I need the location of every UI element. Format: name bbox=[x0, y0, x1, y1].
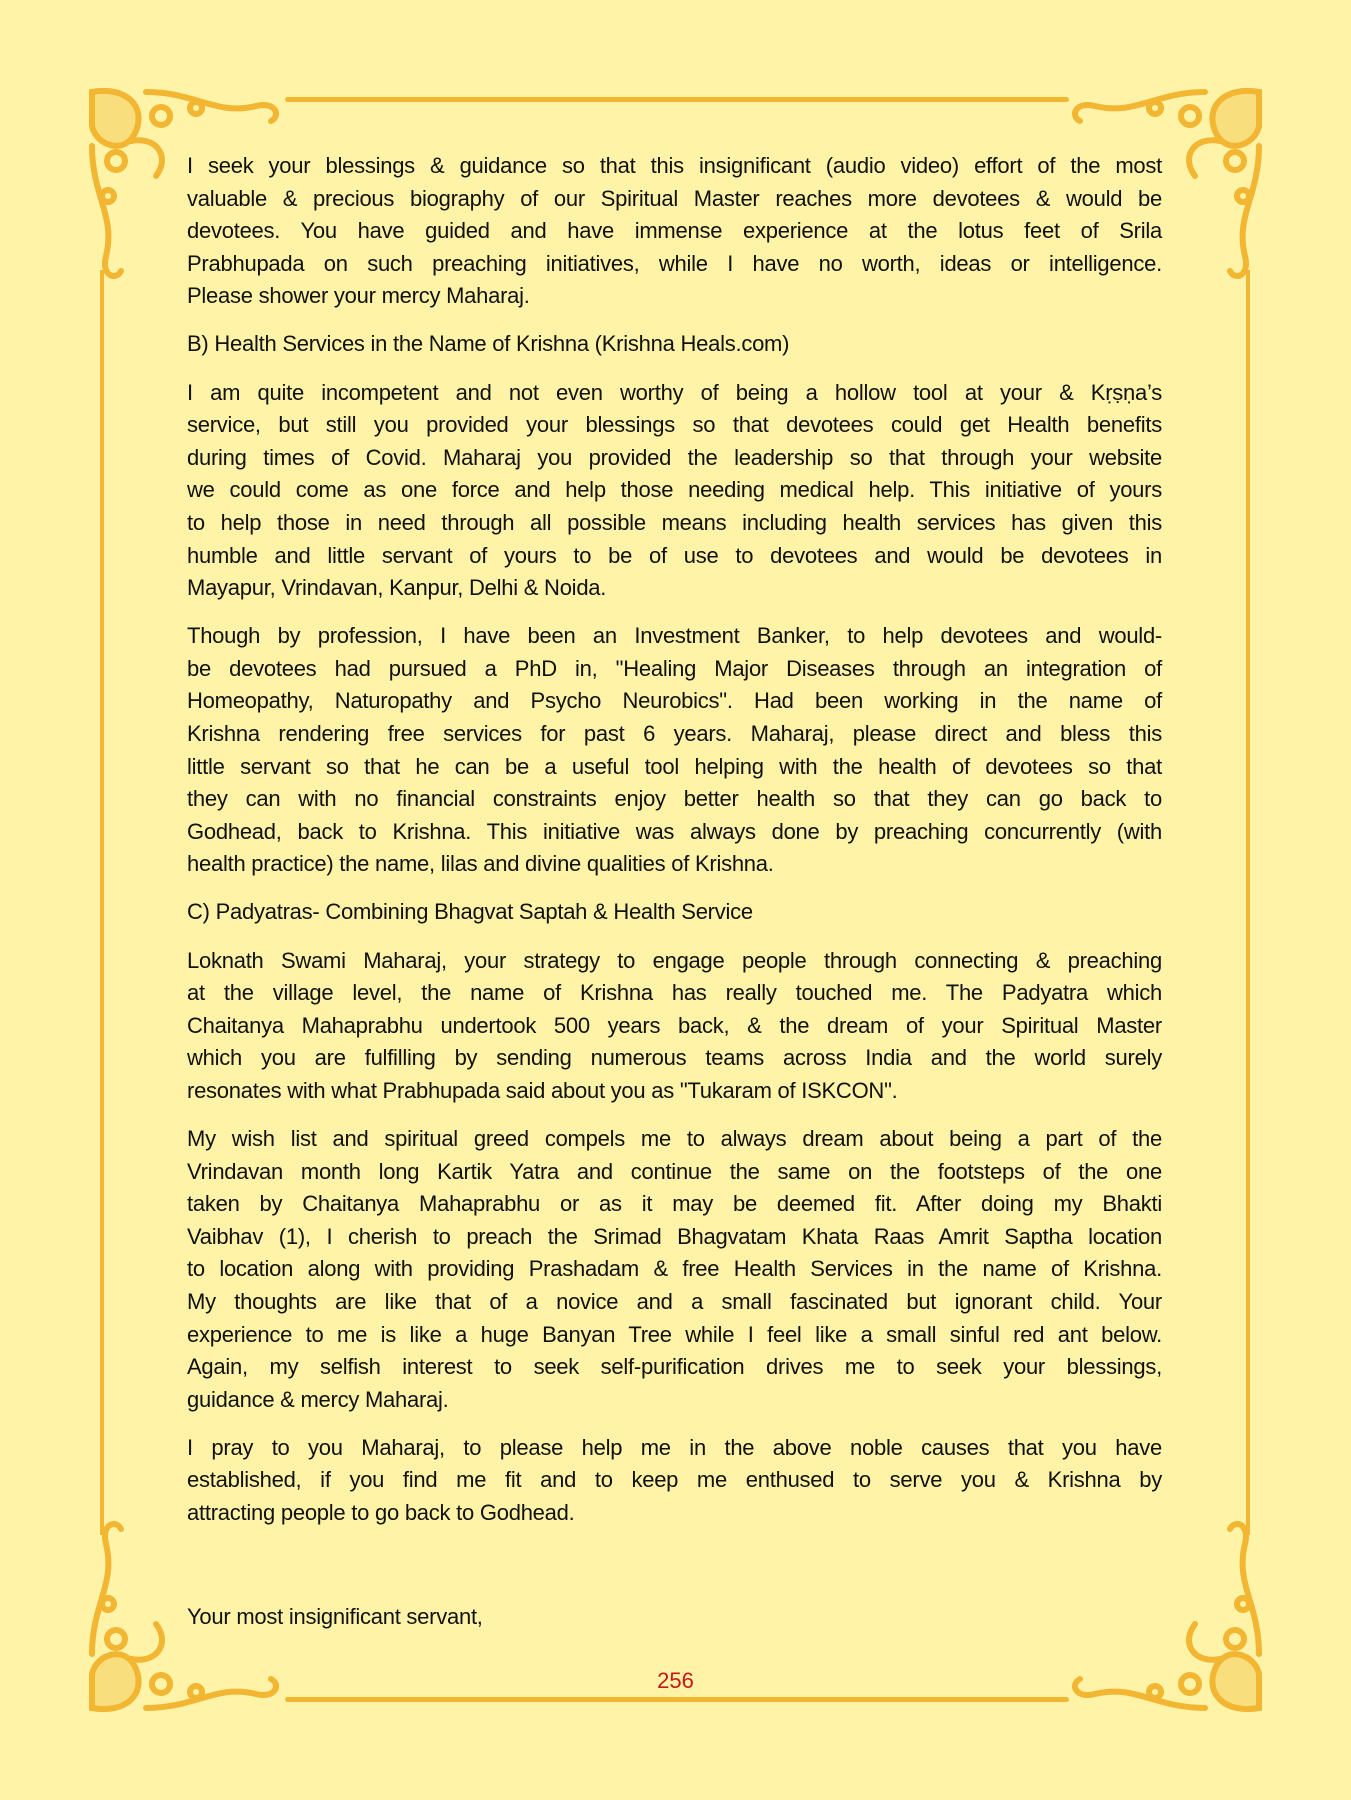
text-line: be devotees had pursued a PhD in, "Healing Major Diseases through an integration of bbox=[187, 655, 1162, 681]
text-line: Prabhupada on such preaching initiatives, while I have no worth, ideas or intelligence. bbox=[187, 250, 1162, 276]
text-line: Mayapur, Vrindavan, Kanpur, Delhi & Noida. bbox=[187, 575, 607, 601]
text-line: B) Health Services in the Name of Krishna (Krishna Heals.com) bbox=[187, 331, 790, 357]
border-top-line bbox=[285, 97, 1069, 102]
text-line: My wish list and spiritual greed compels me to always dream about being a part of the bbox=[187, 1126, 1162, 1152]
paragraph bbox=[187, 1123, 1162, 1416]
text-line: Homeopathy, Naturopathy and Psycho Neurobics". Had been working in the name of bbox=[187, 688, 1162, 714]
paragraph bbox=[187, 945, 1162, 1108]
text-line: My thoughts are like that of a novice and a small fascinated but ignorant child. Your bbox=[187, 1289, 1162, 1314]
paragraph bbox=[187, 150, 1162, 313]
text-line: Please shower your mercy Maharaj. bbox=[187, 283, 530, 309]
border-left-line bbox=[100, 270, 104, 1535]
text-line: Though by profession, I have been an Investment Banker, to help devotees and would- bbox=[187, 623, 1162, 649]
text-line: devotees. You have guided and have immense experience at the lotus feet of Srila bbox=[187, 218, 1162, 244]
text-line: guidance & mercy Maharaj. bbox=[187, 1386, 449, 1412]
section-heading bbox=[187, 328, 1162, 361]
page-number: 256 bbox=[657, 1668, 694, 1693]
text-line: Vrindavan month long Kartik Yatra and continue the same on the footsteps of the one bbox=[187, 1158, 1162, 1184]
letter-body bbox=[187, 150, 1162, 1545]
text-line: service, but still you provided your blessings so that devotees could get Health benefits bbox=[187, 412, 1162, 438]
text-line: I seek your blessings & guidance so that this insignificant (audio video) effort of the most bbox=[187, 153, 1162, 178]
closing-line: Your most insignificant servant, bbox=[187, 1604, 483, 1629]
border-bottom-line bbox=[285, 1697, 1069, 1702]
text-line: Again, my selfish interest to seek self-purification drives me to seek your blessings, bbox=[187, 1354, 1162, 1380]
text-line: established, if you find me fit and to keep me enthused to serve you & Krishna by bbox=[187, 1467, 1162, 1493]
text-line: during times of Covid. Maharaj you provided the leadership so that through your website bbox=[187, 444, 1162, 470]
text-line: valuable & precious biography of our Spiritual Master reaches more devotees & would be bbox=[187, 185, 1162, 211]
text-line: experience to me is like a huge Banyan Tree while I feel like a small sinful red ant below. bbox=[187, 1321, 1162, 1347]
text-line: C) Padyatras- Combining Bhagvat Saptah & Health Service bbox=[187, 899, 753, 925]
text-line: I am quite incompetent and not even worthy of being a hollow tool at your & Kṛṣṇa’s bbox=[187, 379, 1162, 405]
text-line: health practice) the name, lilas and divine qualities of Krishna. bbox=[187, 851, 774, 877]
text-line: I pray to you Maharaj, to please help me in the above noble causes that you have bbox=[187, 1434, 1162, 1460]
text-line: Godhead, back to Krishna. This initiative was always done by preaching concurrently (with bbox=[187, 818, 1162, 844]
text-line: attracting people to go back to Godhead. bbox=[187, 1500, 575, 1526]
text-line: they can with no financial constraints enjoy better health so that they can go back to bbox=[187, 786, 1162, 812]
text-line: humble and little servant of yours to be of use to devotees and would be devotees in bbox=[187, 542, 1162, 568]
text-line: which you are fulfilling by sending numerous teams across India and the world surely bbox=[187, 1045, 1162, 1071]
text-line: taken by Chaitanya Mahaprabhu or as it may be deemed fit. After doing my Bhakti bbox=[187, 1191, 1162, 1217]
paragraph bbox=[187, 620, 1162, 881]
text-line: resonates with what Prabhupada said about you as "Tukaram of ISKCON". bbox=[187, 1077, 898, 1103]
text-line: to location along with providing Prashadam & free Health Services in the name of Krishna. bbox=[187, 1256, 1162, 1282]
text-line: little servant so that he can be a useful tool helping with the health of devotees so that bbox=[187, 753, 1162, 779]
paragraph bbox=[187, 377, 1162, 605]
text-line: Loknath Swami Maharaj, your strategy to engage people through connecting & preaching bbox=[187, 947, 1162, 973]
paragraph bbox=[187, 1432, 1162, 1530]
border-right-line bbox=[1246, 270, 1250, 1535]
text-line: Chaitanya Mahaprabhu undertook 500 years back, & the dream of your Spiritual Master bbox=[187, 1012, 1162, 1038]
text-line: Krishna rendering free services for past 6 years. Maharaj, please direct and bless this bbox=[187, 721, 1162, 746]
text-line: at the village level, the name of Krishna has really touched me. The Padyatra which bbox=[187, 980, 1162, 1006]
text-line: to help those in need through all possible means including health services has given this bbox=[187, 509, 1162, 535]
text-line: we could come as one force and help those needing medical help. This initiative of yours bbox=[187, 477, 1162, 503]
text-line: Vaibhav (1), I cherish to preach the Srimad Bhagvatam Khata Raas Amrit Saptha location bbox=[187, 1223, 1162, 1249]
section-heading bbox=[187, 896, 1162, 929]
